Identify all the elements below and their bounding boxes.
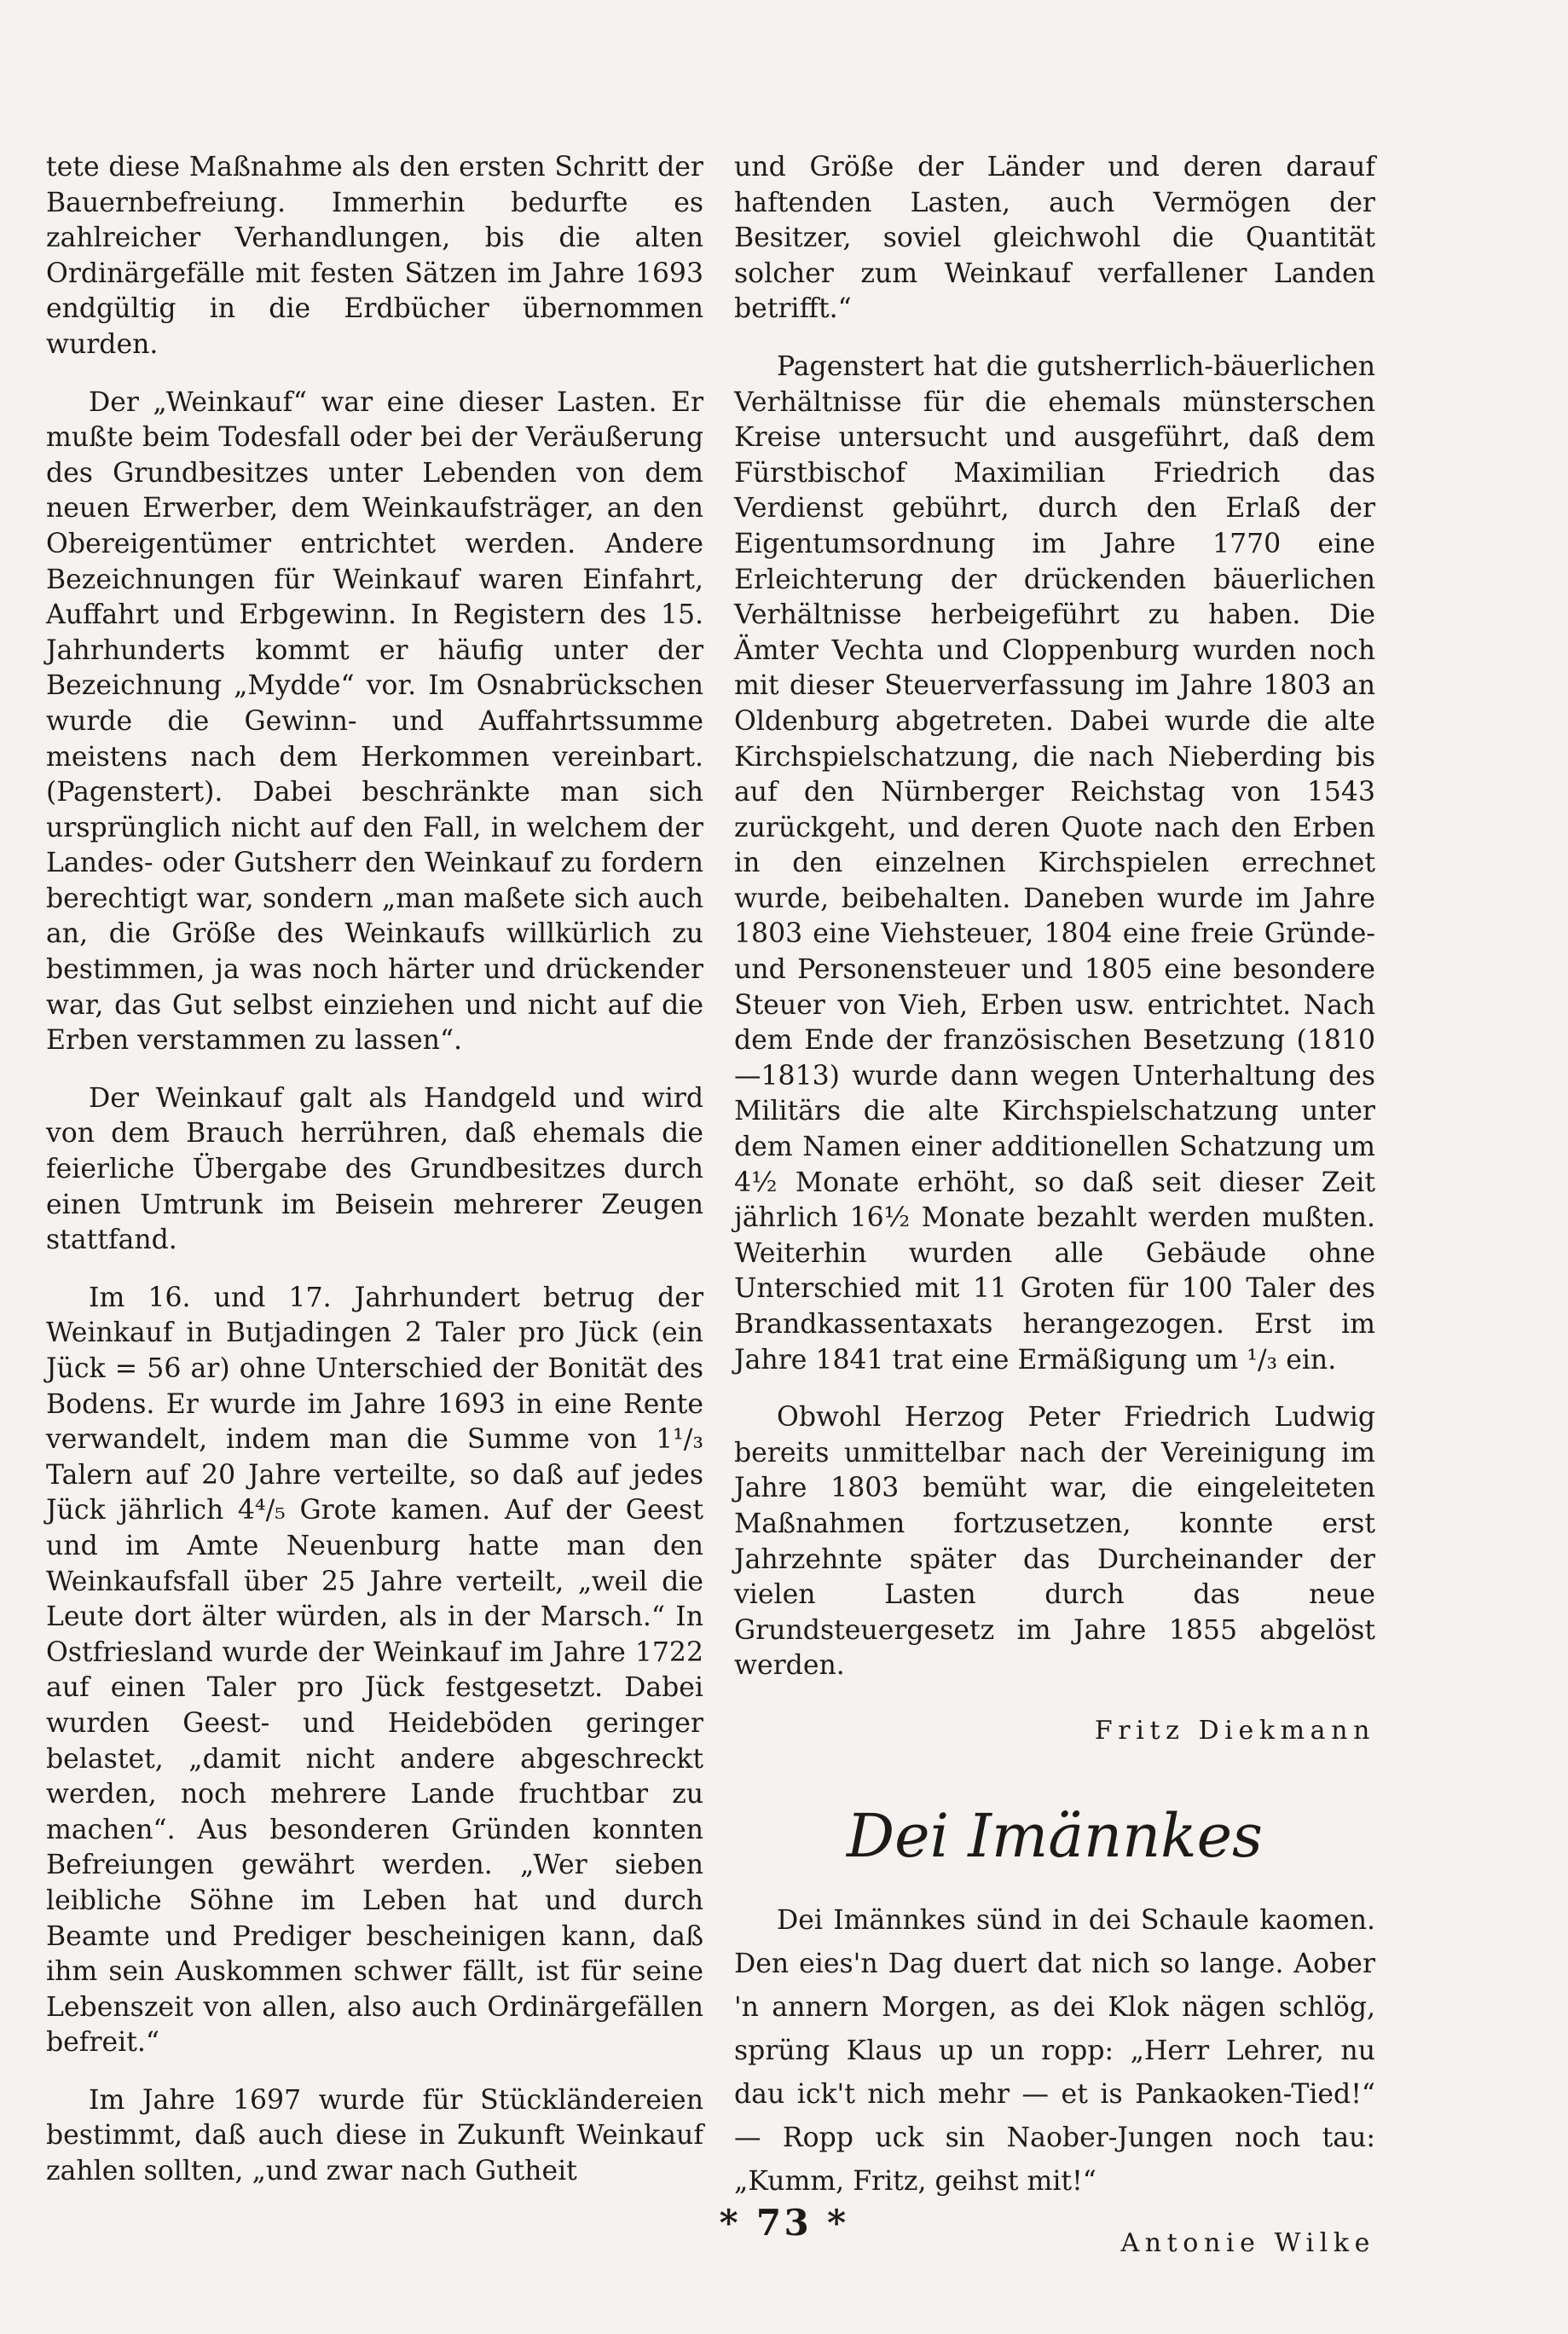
left-paragraph-5: Im Jahre 1697 wurde für Stückländereien bestimmt, daß auch diese in Zukunft Weinkauf zahlen sollten, „und zwar nach Gutheit xyxy=(46,2084,703,2187)
left-paragraph-4: Im 16. und 17. Jahrhundert betrug der Weinkauf in Butjadingen 2 Taler pro Jück (ein Jück = 56 ar) ohne Unterschied der Bonität des Bodens. Er wurde im Jahre 1693 in eine Rente verwandelt, indem man die Summe von 1¹/₃ Talern auf 20 Jahre verteilte, so daß auf jedes Jück jährlich 4⁴/₅ Grote kamen. Auf der Geest und im Amte Neuenburg hatte man den Weinkaufsfall über 25 Jahre verteilt, „weil die Leute dort älter würden, als in der Marsch.“ In Ostfriesland wurde der Weinkauf im Jahre 1722 auf einen Taler pro Jück festgesetzt. Dabei wurden Geest- und Heideböden geringer belastet, „damit nicht andere abgeschreckt werden, noch mehrere Lande fruchtbar zu machen“. Aus besonderen Gründen konnten Befreiungen gewährt werden. „Wer sieben leibliche Söhne im Leben hat und durch Beamte und Prediger bescheinigen kann, daß ihm sein Auskommen schwer fällt, ist für seine Lebenszeit von allen, also auch Ordinärgefällen befreit.“ xyxy=(46,1282,703,2059)
right-paragraph-3: Obwohl Herzog Peter Friedrich Ludwig bereits unmittelbar nach der Vereinigung im Jahre 1803 bemüht war, die eingeleiteten Maßnahmen fortzusetzen, konnte erst Jahrzehnte später das Durcheinander der vielen Lasten durch das neue Grundsteuergesetz im Jahre 1855 abgelöst werden. xyxy=(734,1402,1375,1682)
right-column xyxy=(734,150,1375,2261)
poem-author: Antonie Wilke xyxy=(1120,2227,1375,2258)
left-paragraph-2: Der „Weinkauf“ war eine dieser Lasten. Er mußte beim Todesfall oder bei der Veräußerung des Grundbesitzes unter Lebenden von dem neuen Erwerber, dem Weinkaufsträger, an den Obereigentümer entrichtet werden. Andere Bezeichnungen für Weinkauf waren Einfahrt, Auffahrt und Erbgewinn. In Registern des 15. Jahrhunderts kommt er häufig unter der Bezeichnung „Mydde“ vor. Im Osnabrückschen wurde die Gewinn- und Auffahrtssumme meistens nach dem Herkommen vereinbart. (Pagenstert). Dabei beschränkte man sich ursprünglich nicht auf den Fall, in welchem der Landes- oder Gutsherr den Weinkauf zu fordern berechtigt war, sondern „man maßete sich auch an, die Größe des Weinkaufs willkürlich zu bestimmen, ja was noch härter und drückender war, das Gut selbst einziehen und nicht auf die Erben verstammen zu lassen“. xyxy=(46,386,703,1057)
left-paragraph-3: Der Weinkauf galt als Handgeld und wird von dem Brauch herrühren, daß ehemals die feierliche Übergabe des Grundbesitzes durch einen Umtrunk im Beisein mehrerer Zeugen stattfand. xyxy=(46,1082,703,1256)
poem-title: Dei Imännkes xyxy=(847,1800,1263,1871)
poem-text: Dei Imännkes sünd in dei Schaule kaomen. Den eies'n Dag duert dat nich so lange. Aober 'n annern Morgen, as dei Klok nägen schlög, sprüng Klaus up un ropp: „Herr Lehrer, nu dau ick't nich mehr — et is Pankaoken-Tied!“ — Ropp uck sin Naober-Jungen noch tau: „Kumm, Fritz, geihst mit!“ xyxy=(734,1904,1375,2197)
right-paragraph-1: und Größe der Länder und deren darauf haftenden Lasten, auch Vermögen der Besitzer, soviel gleichwohl die Quantität solcher zum Weinkauf verfallener Landen betrifft.“ xyxy=(734,152,1375,325)
left-paragraph-1: tete diese Maßnahme als den ersten Schritt der Bauernbefreiung. Immerhin bedurfte es zahlreicher Verhandlungen, bis die alten Ordinärgefälle mit festen Sätzen im Jahre 1693 endgültig in die Erdbücher übernommen wurden. xyxy=(46,152,703,360)
right-paragraph-2: Pagenstert hat die gutsherrlich-bäuerlichen Verhältnisse für die ehemals münsterschen Kreise untersucht und ausgeführt, daß dem Fürstbischof Maximilian Friedrich das Verdienst gebührt, durch den Erlaß der Eigentumsordnung im Jahre 1770 eine Erleichterung der drückenden bäuerlichen Verhältnisse herbeigeführt zu haben. Die Ämter Vechta und Cloppenburg wurden noch mit dieser Steuerverfassung im Jahre 1803 an Oldenburg abgetreten. Dabei wurde die alte Kirchspielschatzung, die nach Nieberding bis auf den Nürnberger Reichstag von 1543 zurückgeht, und deren Quote nach den Erben in den einzelnen Kirchspielen errechnet wurde, beibehalten. Daneben wurde im Jahre 1803 eine Viehsteuer, 1804 eine freie Gründe- und Personensteuer und 1805 eine besondere Steuer von Vieh, Erben usw. entrichtet. Nach dem Ende der französischen Besetzung (1810—1813) wurde dann wegen Unterhaltung des Militärs die alte Kirchspielschatzung unter dem Namen einer additionellen Schatzung um 4½ Monate erhöht, so daß seit dieser Zeit jährlich 16½ Monate bezahlt werden mußten. Weiterhin wurden alle Gebäude ohne Unterschied mit 11 Groten für 100 Taler des Brandkassentaxats herangezogen. Erst im Jahre 1841 trat eine Ermäßigung um ¹/₃ ein. xyxy=(734,350,1375,1375)
article-author: Fritz Diekmann xyxy=(1094,1715,1375,1746)
left-column xyxy=(46,150,703,2212)
page-number: * 73 * xyxy=(719,2202,849,2244)
